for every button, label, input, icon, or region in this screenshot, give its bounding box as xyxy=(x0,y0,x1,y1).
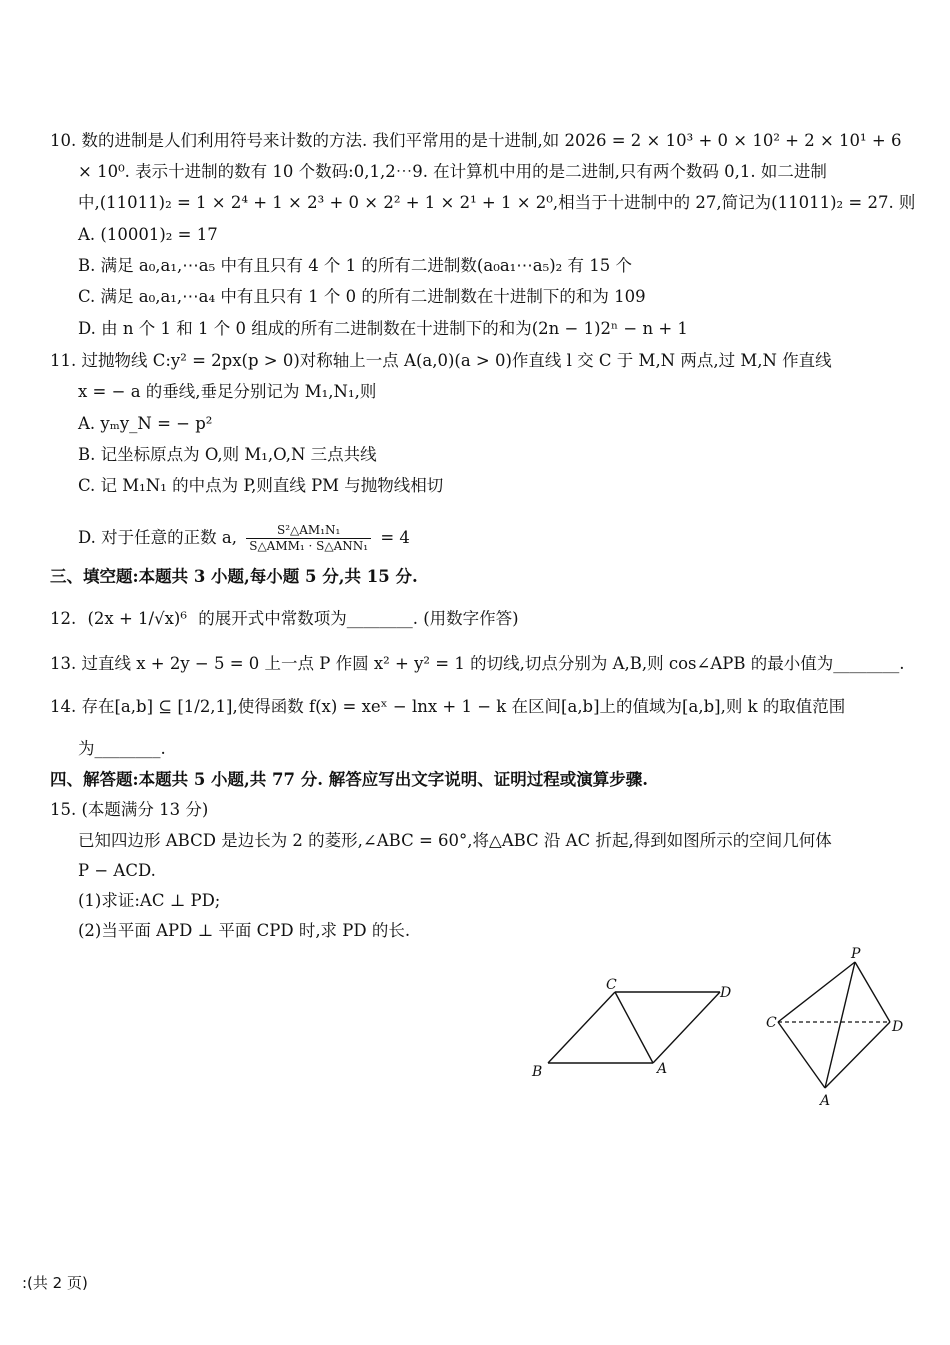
rhombus-figure xyxy=(531,977,731,1080)
q11-line-2: x = − a 的垂线,垂足分别记为 M₁,N₁,则 xyxy=(78,382,377,401)
page-footer: :(共 2 页) xyxy=(22,1274,88,1292)
q10-option-b: B. 满足 a₀,a₁,⋯a₅ 中有且只有 4 个 1 的所有二进制数(a₀a₁⋯a₅)₂ 有 15 个 xyxy=(78,256,632,275)
q11-option-b: B. 记坐标原点为 O,则 M₁,O,N 三点共线 xyxy=(78,445,377,464)
q15-part-2: (2)当平面 APD ⊥ 平面 CPD 时,求 PD 的长. xyxy=(78,921,411,940)
q11-option-d xyxy=(78,523,938,554)
geometry-figures xyxy=(520,945,920,1115)
q11-option-a: A. yₘy_N = − p² xyxy=(78,414,213,433)
fraction-denominator: S△AMM₁ · S△ANN₁ xyxy=(249,539,369,553)
label-a: A xyxy=(820,1093,831,1109)
edge-pa xyxy=(825,962,855,1088)
q12-line xyxy=(50,608,910,630)
q14-line-2: 为________. xyxy=(78,739,166,758)
q12-number: 12. xyxy=(50,609,77,628)
edge-pd xyxy=(855,962,890,1022)
section-3-heading: 三、填空题:本题共 3 小题,每小题 5 分,共 15 分. xyxy=(50,567,418,586)
q11-option-c: C. 记 M₁N₁ 的中点为 P,则直线 PM 与抛物线相切 xyxy=(78,476,444,495)
label-c: C xyxy=(606,977,617,993)
edge-da xyxy=(825,1022,890,1088)
label-a: A xyxy=(657,1061,668,1077)
label-d: D xyxy=(892,1019,904,1035)
edge-da xyxy=(653,992,720,1063)
q12-text: 的展开式中常数项为________. (用数字作答) xyxy=(198,609,519,628)
q15-header: 15. (本题满分 13 分) xyxy=(50,800,209,819)
q10-option-d: D. 由 n 个 1 和 1 个 0 组成的所有二进制数在十进制下的和为(2n − 1)2ⁿ − n + 1 xyxy=(78,319,688,338)
q12-expression: (2x + 1/√x)⁶ xyxy=(87,609,187,628)
q10-option-a: A. (10001)₂ = 17 xyxy=(78,225,218,244)
q11-line-1: 11. 过抛物线 C:y² = 2px(p > 0)对称轴上一点 A(a,0)(a > 0)作直线 l 交 C 于 M,N 两点,过 M,N 作直线 xyxy=(50,351,832,370)
q10-line-1: 10. 数的进制是人们利用符号来计数的方法. 我们平常用的是十进制,如 2026 = 2 × 10³ + 0 × 10² + 2 × 10¹ + 6 xyxy=(50,131,902,150)
edge-bc xyxy=(548,992,615,1063)
q11-option-d-suffix: = 4 xyxy=(380,528,410,547)
fraction xyxy=(246,523,371,554)
q15-line-1: 已知四边形 ABCD 是边长为 2 的菱形,∠ABC = 60°,将△ABC 沿 AC 折起,得到如图所示的空间几何体 xyxy=(78,831,832,850)
label-c: C xyxy=(766,1015,777,1031)
label-b: B xyxy=(532,1064,543,1080)
q15-part-1: (1)求证:AC ⊥ PD; xyxy=(78,891,221,910)
label-p: P xyxy=(851,946,861,962)
q10-option-c: C. 满足 a₀,a₁,⋯a₄ 中有且只有 1 个 0 的所有二进制数在十进制下的和为 109 xyxy=(78,287,646,306)
diagonal-ca xyxy=(615,992,653,1063)
q14-line-1: 14. 存在[a,b] ⊆ [1/2,1],使得函数 f(x) = xeˣ − lnx + 1 − k 在区间[a,b]上的值域为[a,b],则 k 的取值范围 xyxy=(50,697,846,716)
q10-line-3: 中,(11011)₂ = 1 × 2⁴ + 1 × 2³ + 0 × 2² + 1 × 2¹ + 1 × 2⁰,相当于十进制中的 27,简记为(11011)₂ = 27. 则 xyxy=(78,193,916,212)
q15-line-2: P − ACD. xyxy=(78,861,156,880)
fraction-numerator: S²△AM₁N₁ xyxy=(246,523,371,539)
q10-line-2: × 10⁰. 表示十进制的数有 10 个数码:0,1,2⋯9. 在计算机中用的是二进制,只有两个数码 0,1. 如二进制 xyxy=(78,162,827,181)
label-d: D xyxy=(720,985,732,1001)
q11-option-d-prefix: D. 对于任意的正数 a, xyxy=(78,528,237,547)
tetrahedron-figure xyxy=(766,946,903,1109)
edge-ca xyxy=(778,1022,825,1088)
q13-line: 13. 过直线 x + 2y − 5 = 0 上一点 P 作圆 x² + y² = 1 的切线,切点分别为 A,B,则 cos∠APB 的最小值为________. xyxy=(50,654,905,673)
section-4-heading: 四、解答题:本题共 5 小题,共 77 分. 解答应写出文字说明、证明过程或演算步骤. xyxy=(50,770,648,789)
